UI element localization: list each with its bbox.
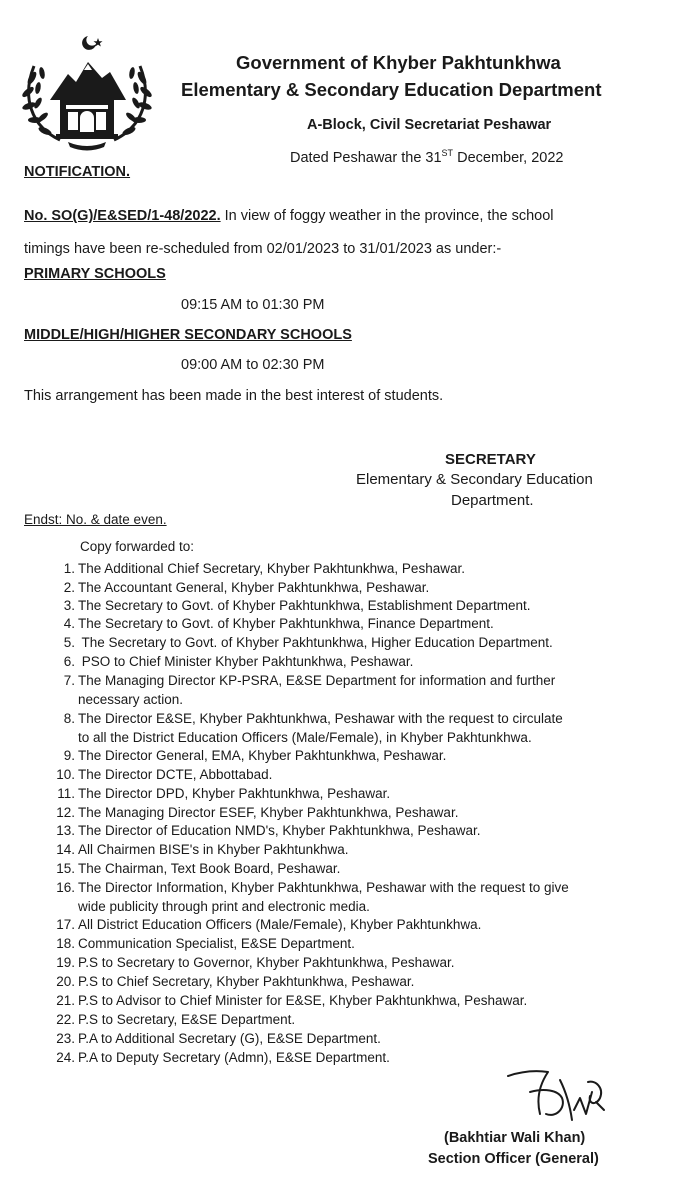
signatory-name: (Bakhtiar Wali Khan) — [444, 1130, 586, 1146]
distribution-list-item — [24, 748, 446, 763]
list-item-number: 6. — [63, 654, 75, 669]
government-title: Government of Khyber Pakhtunkhwa — [236, 52, 561, 73]
list-item-text: The Director of Education NMD's, Khyber Pakhtunkhwa, Peshawar. — [78, 823, 481, 838]
list-item-number: 17. — [56, 917, 75, 932]
distribution-list-item — [24, 955, 454, 970]
department-title: Elementary & Secondary Education Department — [181, 79, 602, 100]
list-item-number: 24. — [56, 1050, 75, 1065]
list-item-text: The Secretary to Govt. of Khyber Pakhtunkhwa, Finance Department. — [78, 616, 494, 631]
distribution-list-item — [24, 805, 458, 820]
list-item-text: The Director E&SE, Khyber Pakhtunkhwa, Peshawar with the request to circulate — [78, 711, 563, 726]
distribution-list-item — [24, 1050, 390, 1065]
distribution-list-item — [24, 654, 413, 669]
list-item-text: The Director Information, Khyber Pakhtunkhwa, Peshawar with the request to give — [78, 880, 569, 895]
list-item-text: wide publicity through print and electronic media. — [78, 898, 370, 914]
distribution-list-item — [24, 786, 390, 801]
endorsement-heading: Endst: No. & date even. — [24, 512, 167, 527]
list-item-number: 8. — [63, 711, 75, 726]
distribution-list-item — [24, 861, 340, 876]
list-item-number: 16. — [56, 880, 75, 895]
list-item-text: P.A to Additional Secretary (G), E&SE Department. — [78, 1031, 381, 1046]
list-item-text: P.S to Secretary to Governor, Khyber Pakhtunkhwa, Peshawar. — [78, 955, 455, 970]
list-item-number: 9. — [63, 748, 75, 763]
date-superscript: ST — [441, 148, 454, 158]
office-address: A-Block, Civil Secretariat Peshawar — [307, 117, 552, 133]
list-item-number: 13. — [56, 823, 75, 838]
notification-heading: NOTIFICATION. — [24, 164, 131, 180]
list-item-text: The Director DCTE, Abbottabad. — [78, 767, 273, 782]
secretary-title: SECRETARY — [445, 451, 536, 468]
distribution-list-item — [24, 917, 481, 932]
list-item-number: 11. — [57, 786, 75, 801]
distribution-list-item — [24, 936, 355, 951]
distribution-list-item — [24, 993, 527, 1008]
primary-schools-timing: 09:15 AM to 01:30 PM — [181, 297, 325, 313]
distribution-list-item — [24, 880, 569, 895]
secretary-department-line1: Elementary & Secondary Education — [356, 471, 593, 488]
distribution-list-item-continuation — [24, 692, 183, 707]
list-item-text: The Managing Director ESEF, Khyber Pakhtunkhwa, Peshawar. — [78, 805, 459, 820]
list-item-number: 20. — [56, 974, 75, 989]
distribution-list-item — [24, 635, 553, 650]
list-item-text: The Secretary to Govt. of Khyber Pakhtunkhwa, Establishment Department. — [78, 598, 531, 613]
list-item-text: P.A to Deputy Secretary (Admn), E&SE Department. — [78, 1050, 390, 1065]
distribution-list-item — [24, 842, 348, 857]
list-item-text: to all the District Education Officers (Male/Female), in Khyber Pakhtunkhwa. — [78, 729, 532, 745]
distribution-list-item — [24, 561, 465, 576]
list-item-number: 1. — [63, 561, 75, 576]
list-item-number: 19. — [56, 955, 75, 970]
middle-high-schools-heading: MIDDLE/HIGH/HIGHER SECONDARY SCHOOLS — [24, 327, 352, 343]
list-item-number: 21. — [56, 993, 75, 1008]
distribution-list-item — [24, 1012, 295, 1027]
list-item-text: The Additional Chief Secretary, Khyber Pakhtunkhwa, Peshawar. — [78, 561, 465, 576]
list-item-text: All District Education Officers (Male/Female), Khyber Pakhtunkhwa. — [78, 917, 482, 932]
list-item-text: PSO to Chief Minister Khyber Pakhtunkhwa, Peshawar. — [78, 654, 414, 669]
list-item-text: P.S to Chief Secretary, Khyber Pakhtunkhwa, Peshawar. — [78, 974, 415, 989]
list-item-number: 10. — [56, 767, 75, 782]
list-item-text: The Managing Director KP-PSRA, E&SE Department for information and further — [78, 673, 556, 688]
list-item-number: 12. — [56, 805, 75, 820]
distribution-list-item — [24, 711, 563, 726]
list-item-number: 3. — [63, 598, 75, 613]
middle-high-schools-timing: 09:00 AM to 02:30 PM — [181, 357, 325, 373]
list-item-text: P.S to Advisor to Chief Minister for E&SE, Khyber Pakhtunkhwa, Peshawar. — [78, 993, 528, 1008]
distribution-list-item — [24, 974, 414, 989]
list-item-text: The Director General, EMA, Khyber Pakhtunkhwa, Peshawar. — [78, 748, 447, 763]
list-item-text: The Accountant General, Khyber Pakhtunkhwa, Peshawar. — [78, 580, 430, 595]
list-item-number: 22. — [56, 1012, 75, 1027]
list-item-number: 2. — [63, 580, 75, 595]
list-item-text: The Secretary to Govt. of Khyber Pakhtunkhwa, Higher Education Department. — [78, 635, 553, 650]
signatory-designation: Section Officer (General) — [428, 1151, 599, 1167]
notification-text-line2: timings have been re-scheduled from 02/01/2023 to 31/01/2023 as under:- — [24, 241, 502, 257]
list-item-text: All Chairmen BISE's in Khyber Pakhtunkhwa. — [78, 842, 349, 857]
list-item-text: The Director DPD, Khyber Pakhtunkhwa, Peshawar. — [78, 786, 391, 801]
handwritten-signature-icon — [500, 1062, 620, 1132]
list-item-number: 14. — [56, 842, 75, 857]
distribution-list-item — [24, 767, 272, 782]
list-item-number: 4. — [63, 616, 75, 631]
distribution-list-item — [24, 1031, 381, 1046]
copy-forwarded-label: Copy forwarded to: — [80, 539, 195, 554]
distribution-list-item — [24, 580, 429, 595]
distribution-list-item — [24, 598, 530, 613]
notification-text-line1: In view of foggy weather in the province, the school — [220, 208, 554, 224]
list-item-text: necessary action. — [78, 691, 184, 707]
distribution-list-item — [24, 616, 494, 631]
list-item-text: P.S to Secretary, E&SE Department. — [78, 1012, 296, 1027]
list-item-text: Communication Specialist, E&SE Department. — [78, 936, 355, 951]
kp-emblem-logo-icon — [16, 28, 158, 154]
distribution-list-item — [24, 823, 481, 838]
list-item-number: 23. — [56, 1031, 75, 1046]
closing-statement: This arrangement has been made in the best interest of students. — [24, 388, 444, 404]
date-prefix: Dated Peshawar the 31 — [290, 150, 442, 166]
distribution-list-item-continuation — [24, 899, 370, 914]
list-item-number: 5. — [63, 635, 75, 650]
distribution-list-item-continuation — [24, 730, 532, 745]
notification-number: No. SO(G)/E&SED/1-48/2022. — [24, 208, 221, 224]
notification-paragraph-line1 — [24, 208, 554, 224]
list-item-number: 15. — [56, 861, 75, 876]
date-suffix: December, 2022 — [453, 150, 564, 166]
date-line — [290, 148, 564, 166]
list-item-text: The Chairman, Text Book Board, Peshawar. — [78, 861, 341, 876]
list-item-number: 7. — [63, 673, 75, 688]
secretary-department-line2: Department. — [451, 492, 534, 509]
distribution-list-item — [24, 673, 555, 688]
list-item-number: 18. — [56, 936, 75, 951]
primary-schools-heading: PRIMARY SCHOOLS — [24, 266, 166, 282]
